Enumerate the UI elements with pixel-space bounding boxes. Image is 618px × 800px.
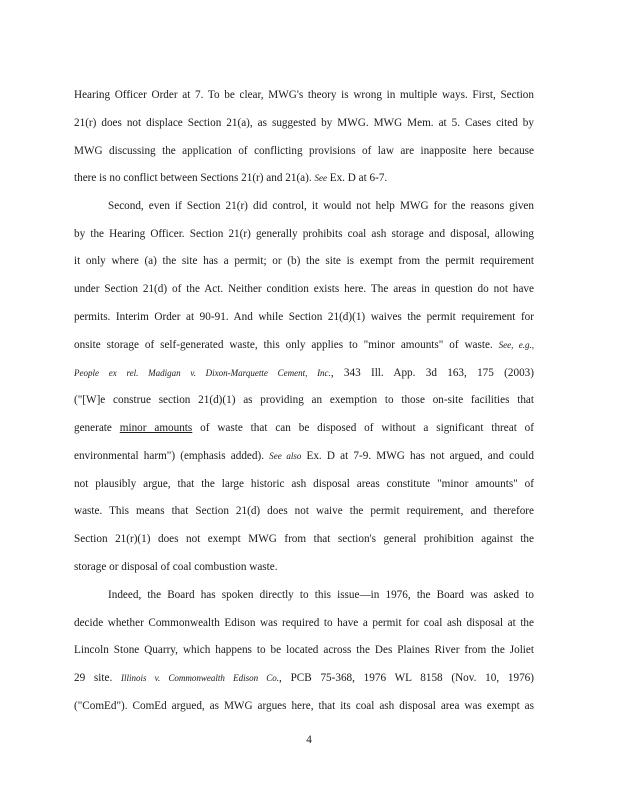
text-line: ("ComEd"). ComEd argued, as MWG argues here, that its coal ash disposal area was exempt as — [74, 700, 534, 712]
text-line: Lincoln Stone Quarry, which happens to be located across the Des Plaines River from the Joliet — [74, 644, 534, 656]
text-line: it only where (a) the site has a permit; or (b) the site is exempt from the permit requirement — [74, 255, 534, 267]
page-number: 4 — [306, 734, 312, 746]
text-line: permits. Interim Order at 90-91. And while Section 21(d)(1) waives the permit requirement for — [74, 311, 534, 323]
text-line: ("[W]e construe section 21(d)(1) as providing an exemption to those on-site facilities that — [74, 394, 534, 406]
text-line: People ex rel. Madigan v. Dixon-Marquette Cement, Inc., 343 Ill. App. 3d 163, 175 (2003) — [74, 367, 534, 379]
text-line: 21(r) does not displace Section 21(a), as suggested by MWG. MWG Mem. at 5. Cases cited by — [74, 117, 534, 129]
text-line: under Section 21(d) of the Act. Neither condition exists here. The areas in question do not have — [74, 283, 534, 295]
paragraph-first-line: Second, even if Section 21(r) did control, it would not help MWG for the reasons given — [108, 200, 534, 212]
text-line: Section 21(r)(1) does not exempt MWG from that section's general prohibition against the — [74, 533, 534, 545]
text-line: Hearing Officer Order at 7. To be clear, MWG's theory is wrong in multiple ways. First, Section — [74, 89, 534, 101]
text-line: waste. This means that Section 21(d) does not waive the permit requirement, and therefore — [74, 505, 534, 517]
text-line: there is no conflict between Sections 21(r) and 21(a). See Ex. D at 6-7. — [74, 172, 388, 184]
text-line: onsite storage of self-generated waste, this only applies to "minor amounts" of waste. See, e.g., — [74, 339, 535, 351]
text-line: by the Hearing Officer. Section 21(r) generally prohibits coal ash storage and disposal, allowing — [74, 228, 534, 240]
text-line: generate minor amounts of waste that can be disposed of without a significant threat of — [74, 422, 535, 434]
paragraph-first-line: Indeed, the Board has spoken directly to this issue—in 1976, the Board was asked to — [108, 589, 534, 601]
text-line: not plausibly argue, that the large historic ash disposal areas constitute "minor amounts" of — [74, 478, 534, 490]
text-line: decide whether Commonwealth Edison was required to have a permit for coal ash disposal at the — [74, 617, 534, 629]
text-line: 29 site. Illinois v. Commonwealth Edison Co., PCB 75-368, 1976 WL 8158 (Nov. 10, 1976) — [74, 672, 534, 684]
text-line: storage or disposal of coal combustion waste. — [74, 561, 278, 573]
text-line: MWG discussing the application of conflicting provisions of law are inapposite here because — [74, 145, 534, 157]
text-line: environmental harm") (emphasis added). See also Ex. D at 7-9. MWG has not argued, and could — [74, 450, 534, 462]
